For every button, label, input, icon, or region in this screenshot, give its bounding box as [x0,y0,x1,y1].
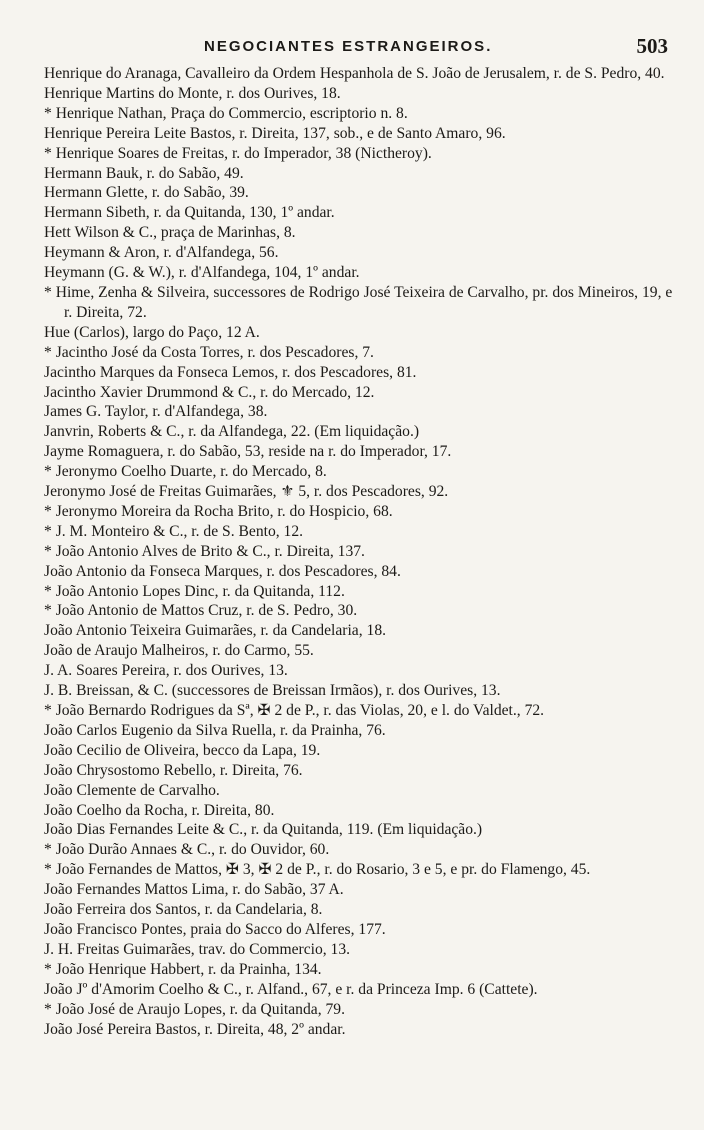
directory-entry: Hermann Sibeth, r. da Quitanda, 130, 1º andar. [44,204,335,222]
directory-entry: Janvrin, Roberts & C., r. da Alfandega, 22. (Em liquidação.) [44,423,420,441]
directory-entry: João Jº d'Amorim Coelho & C., r. Alfand., 67, e r. da Princeza Imp. 6 (Cattete). [44,980,538,998]
directory-entry: Jacintho Marques da Fonseca Lemos, r. dos Pescadores, 81. [44,363,417,381]
directory-entry: Jayme Romaguera, r. do Sabão, 53, reside na r. do Imperador, 17. [44,443,452,461]
directory-entry: * João Antonio Alves de Brito & C., r. Direita, 137. [44,542,365,560]
directory-entry: * Jacintho José da Costa Torres, r. dos Pescadores, 7. [44,343,374,361]
directory-entry: * Jeronymo Moreira da Rocha Brito, r. do Hospicio, 68. [44,502,393,520]
directory-entry: João Francisco Pontes, praia do Sacco do Alferes, 177. [44,920,386,938]
directory-entry: João Coelho da Rocha, r. Direita, 80. [44,801,275,819]
directory-entry: * João Fernandes de Mattos, ✠ 3, ✠ 2 de P., r. do Rosario, 3 e 5, e pr. do Flamengo, 45. [44,861,591,879]
directory-entry: João Cecilio de Oliveira, becco da Lapa, 19. [44,741,321,759]
directory-entry: João Chrysostomo Rebello, r. Direita, 76. [44,761,303,779]
directory-entry: * João José de Araujo Lopes, r. da Quitanda, 79. [44,1000,345,1018]
directory-entry: * J. M. Monteiro & C., r. de S. Bento, 12. [44,522,304,540]
directory-entry: Henrique Martins do Monte, r. dos Ourives, 18. [44,84,341,102]
directory-entry: João Ferreira dos Santos, r. da Candelaria, 8. [44,901,323,919]
directory-entry: João Carlos Eugenio da Silva Ruella, r. da Prainha, 76. [44,721,386,739]
directory-entry: João Fernandes Mattos Lima, r. do Sabão, 37 A. [44,881,344,899]
page-header [44,34,674,64]
directory-entry: Jacintho Xavier Drummond & C., r. do Mercado, 12. [44,383,375,401]
directory-entry: João José Pereira Bastos, r. Direita, 48, 2º andar. [44,1020,346,1038]
directory-entry: Heymann (G. & W.), r. d'Alfandega, 104, 1º andar. [44,264,360,282]
directory-entries [44,64,674,1039]
directory-entry: João Dias Fernandes Leite & C., r. da Quitanda, 119. (Em liquidação.) [44,821,483,839]
directory-entry: J. H. Freitas Guimarães, trav. do Commercio, 13. [44,940,351,958]
directory-entry: João de Araujo Malheiros, r. do Carmo, 55. [44,642,314,660]
directory-entry: Hermann Glette, r. do Sabão, 39. [44,184,249,202]
running-title: NEGOCIANTES ESTRANGEIROS. [204,38,493,55]
directory-entry: * João Antonio de Mattos Cruz, r. de S. Pedro, 30. [44,602,358,620]
page-number: 503 [636,34,668,58]
directory-entry: * João Bernardo Rodrigues da Sª, ✠ 2 de P., r. das Violas, 20, e l. do Valdet., 72. [44,702,545,719]
directory-entry: Hermann Bauk, r. do Sabão, 49. [44,164,244,182]
directory-entry: João Clemente de Carvalho. [44,781,220,799]
directory-entry: J. B. Breissan, & C. (successores de Breissan Irmãos), r. dos Ourives, 13. [44,682,501,700]
directory-entry: Jeronymo José de Freitas Guimarães, ⚜ 5, r. dos Pescadores, 92. [44,483,449,501]
directory-entry: * João Henrique Habbert, r. da Prainha, 134. [44,960,322,978]
directory-entry: Heymann & Aron, r. d'Alfandega, 56. [44,244,279,262]
directory-entry: Hett Wilson & C., praça de Marinhas, 8. [44,224,296,242]
directory-entry: Henrique Pereira Leite Bastos, r. Direita, 137, sob., e de Santo Amaro, 96. [44,124,506,142]
directory-entry: João Antonio da Fonseca Marques, r. dos Pescadores, 84. [44,562,401,580]
directory-entry: * João Durão Annaes & C., r. do Ouvidor, 60. [44,841,330,859]
directory-entry: J. A. Soares Pereira, r. dos Ourives, 13. [44,662,288,680]
directory-entry: * João Antonio Lopes Dinc, r. da Quitanda, 112. [44,582,345,600]
directory-entry: * Hime, Zenha & Silveira, successores de Rodrigo José Teixeira de Carvalho, pr. dos Mineiros, 19, e r. Direita, 72. [44,283,673,321]
directory-entry: James G. Taylor, r. d'Alfandega, 38. [44,403,268,421]
directory-entry: * Henrique Nathan, Praça do Commercio, escriptorio n. 8. [44,104,408,122]
directory-entry: Henrique do Aranaga, Cavalleiro da Ordem Hespanhola de S. João de Jerusalem, r. de S. Pedro, 40. [44,65,665,82]
directory-entry: Hue (Carlos), largo do Paço, 12 A. [44,323,260,341]
directory-entry: * Henrique Soares de Freitas, r. do Imperador, 38 (Nictheroy). [44,144,432,162]
directory-entry: João Antonio Teixeira Guimarães, r. da Candelaria, 18. [44,622,387,640]
directory-entry: * Jeronymo Coelho Duarte, r. do Mercado, 8. [44,463,327,481]
